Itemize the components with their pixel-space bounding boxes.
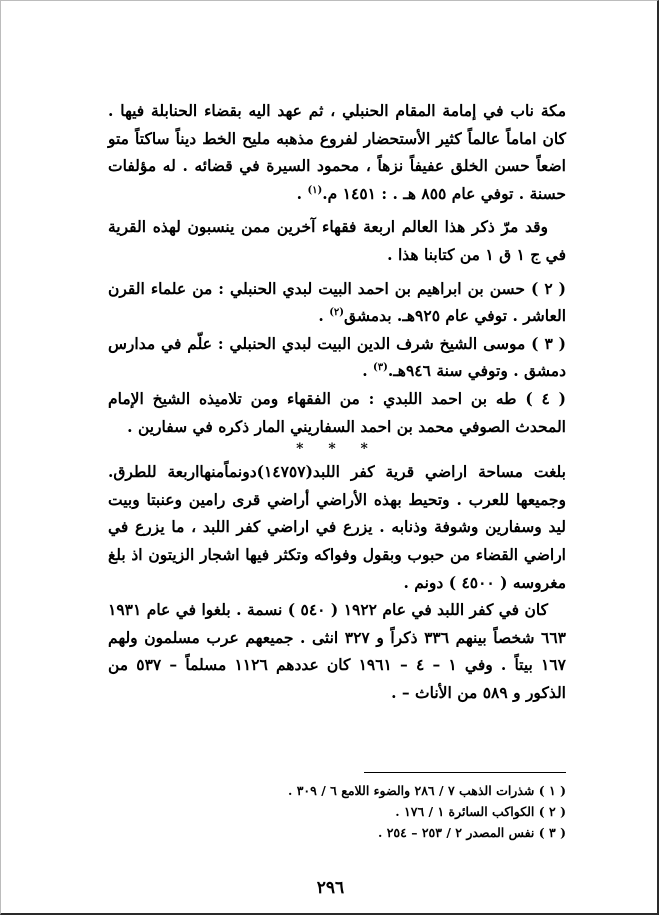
paragraph-text: بلغت مساحة اراضي قرية كفر اللبد(١٤٧٥٧)دونماًمنهااربعة للطرق. وجميعها للعرب . وتحيط بهذه الأراضي أراضي قرى رامين وعنبتا وبيت ليد وسفارين وشوفة وذنابه . يزرع في اراضي كفر اللبد ، ما يزرع في اراضي القضاء من حبوب وبقول وفواكه وتكثر فيها اشجار الزيتون اذ بلغ مغروسه ( ٤٥٠٠ ) دونم . — [108, 462, 566, 592]
page-number: ٢٩٦ — [316, 878, 345, 898]
footnote-2: ( ٢ ) الكواكب السائرة ١ / ١٧٦ . — [395, 804, 566, 819]
paragraph-tail: . — [318, 306, 330, 326]
paragraph-scholar-bio — [108, 97, 566, 207]
paragraph-text: كان في كفر اللبد في عام ١٩٢٢ ( ٥٤٠ ) نسمة . بلغوا في عام ١٩٣١ ٦٦٣ شخصاً بينهم ٣٣٦ ذكراً و ٣٢٧ انثى . جميعهم عرب مسلمون ولهم ١٦٧ بيتاً . وفي ١ – ٤ – ١٩٦١ كان عددهم ١١٢٦ مسلماً – ٥٣٧ من الذكور و ٥٨٩ من الأناث – . — [108, 600, 567, 702]
paragraph-text: مكة ناب في إمامة المقام الحنبلي ، ثم عهد اليه بقضاء الحنابلة فيها . كان اماماً عالماً كثير الأستحضار لفروع مذهبه مليح الخط ديناً ساكتاً متو اضعاً حسن الخلق عفيفاً نزهاً ، محمود السيرة في قضائه . له مؤلفات حسنة . توفي عام ٨٥٥ هـ . : ١٤٥١ م. — [108, 101, 566, 203]
paragraph-other-scholars — [108, 213, 566, 268]
paragraph-text: ( ٢ ) حسن بن ابراهيم بن احمد البيت لبدي الحنبلي : من علماء القرن العاشر . توفي عام ٩٢٥هـ. بدمشق — [108, 278, 566, 326]
footnote-ref-2: (٢) — [329, 307, 345, 318]
paragraph-land-area — [108, 458, 566, 596]
entry-hasan — [108, 275, 566, 330]
section-separator: * * * — [296, 441, 378, 458]
footnote-1: ( ١ ) شذرات الذهب ٧ / ٢٨٦ والضوء اللامع ٦ / ٣٠٩ . — [287, 783, 566, 798]
entry-musa — [108, 330, 566, 385]
paragraph-population — [108, 596, 566, 706]
paragraph-text: ( ٤ ) طه بن احمد اللبدي : من الفقهاء ومن تلاميذه الشيخ الإمام المحدث الصوفي محمد بن احمد السفاريني المار ذكره في سفارين . — [108, 388, 566, 436]
paragraph-text: ( ٣ ) موسى الشيخ شرف الدين البيت لبدي الحنبلي : علّم في مدارس دمشق . وتوفي سنة ٩٤٦هـ. — [108, 333, 567, 381]
paragraph-tail: . — [296, 183, 308, 203]
footnote-ref-1: (١) — [307, 184, 323, 196]
paragraph-tail: . — [362, 361, 373, 381]
footnotes — [230, 780, 566, 843]
footnote-rule — [364, 772, 566, 773]
page-body — [108, 97, 566, 706]
footnote-3: ( ٣ ) نفس المصدر ٢ / ٢٥٣ – ٢٥٤ . — [377, 825, 566, 840]
paragraph-text: وقد مرّ ذكر هذا العالم اربعة فقهاء آخرين ممن ينسبون لهذه القرية في ج ١ ق ١ من كتابنا هذا . — [108, 217, 566, 264]
entry-taha — [108, 385, 566, 440]
footnote-ref-3: (٣) — [372, 362, 388, 374]
